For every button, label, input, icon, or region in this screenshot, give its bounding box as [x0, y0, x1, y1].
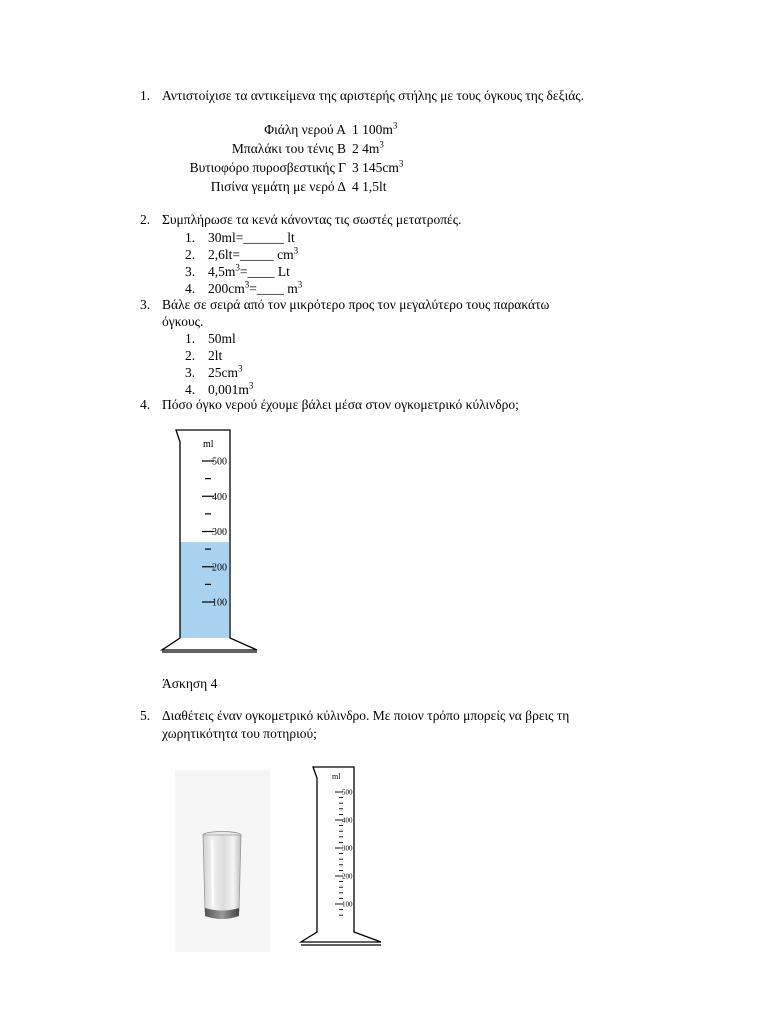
match-object-label: Πισίνα γεμάτη με νερό Δ	[210, 179, 346, 194]
volume-exponent: 3	[398, 158, 404, 169]
conversion-part: _____ cm	[240, 247, 294, 262]
tick-label: 300	[212, 527, 227, 538]
cylinder-outline	[301, 767, 381, 942]
list-number: 1.	[185, 230, 196, 245]
q1-text: Αντιστοίχισε τα αντικείμενα της αριστερής στήλης με τους όγκους της δεξιάς.	[162, 88, 585, 103]
q3-number: 3.	[140, 297, 151, 312]
water-fill	[180, 542, 229, 638]
q2-text: Συμπλήρωσε τα κενά κάνοντας τις σωστές μετατροπές.	[162, 212, 462, 227]
conversion-exercise	[208, 264, 290, 280]
exponent: 3	[244, 279, 250, 290]
q3-text-line1: Βάλε σε σειρά από τον μικρότερο προς τον μεγαλύτερο τους παρακάτω	[162, 297, 550, 312]
exponent: 3	[297, 279, 303, 290]
conversion-part: =____ Lt	[239, 264, 290, 279]
match-object-label: Φιάλη νερού Α	[264, 122, 346, 137]
match-volume-value	[352, 141, 384, 157]
conversion-exercise	[208, 230, 295, 246]
tick-label: 500	[212, 456, 227, 468]
q3-text-line2: όγκους.	[162, 314, 204, 329]
figure-caption: Άσκηση 4	[162, 676, 218, 691]
conversion-part: 4,5m	[208, 264, 236, 279]
volume-text: 0,001m	[208, 382, 249, 397]
volume-text: 50ml	[208, 331, 236, 346]
match-volume-value	[352, 179, 387, 195]
conversion-part: =____ m	[249, 281, 298, 296]
tick-label: 500	[342, 788, 353, 797]
exponent: 3	[293, 245, 299, 256]
graduated-cylinder-filled	[160, 428, 260, 658]
volume-text: 25cm	[208, 365, 238, 380]
cylinder-unit-label: ml	[332, 772, 341, 781]
match-volume-value	[352, 122, 397, 138]
conversion-part: 2,6lt=	[208, 247, 240, 262]
cylinder-unit-label: ml	[203, 439, 214, 450]
tick-label: 300	[342, 844, 353, 853]
volume-exponent: 3	[248, 380, 254, 391]
q1-number: 1.	[140, 88, 151, 103]
glass-photo	[175, 770, 270, 952]
conversion-part: ______ lt	[243, 230, 295, 245]
volume-exponent: 3	[392, 120, 398, 131]
graduated-cylinder-empty	[299, 764, 389, 954]
volume-item	[208, 331, 236, 347]
conversion-part: 200cm	[208, 281, 245, 296]
list-number: 3.	[185, 365, 196, 380]
volume-item	[208, 382, 253, 398]
volume-text: 2lt	[208, 348, 223, 363]
list-number: 1.	[185, 331, 196, 346]
conversion-part: 30ml=	[208, 230, 244, 245]
match-object-label: Μπαλάκι του τένις Β	[231, 141, 346, 156]
volume-text: 4 1,5lt	[352, 179, 387, 194]
q2-number: 2.	[140, 212, 151, 227]
volume-item	[208, 348, 222, 364]
match-volume-value	[352, 160, 403, 176]
conversion-exercise	[208, 247, 298, 263]
volume-exponent: 3	[238, 363, 243, 374]
q5-number: 5.	[140, 708, 151, 723]
tick-label: 400	[342, 816, 353, 825]
q5-text-line1: Διαθέτεις έναν ογκομετρικό κύλινδρο. Με ποιον τρόπο μπορείς να βρεις τη	[162, 708, 570, 723]
list-number: 4.	[185, 281, 196, 296]
tick-label: 100	[342, 900, 353, 909]
list-number: 2.	[185, 247, 196, 262]
volume-text: 3 145cm	[352, 160, 399, 175]
exponent: 3	[235, 262, 240, 273]
q5-text-line2: χωρητικότητα του ποτηριού;	[162, 726, 317, 741]
tick-label: 200	[342, 872, 353, 881]
tick-label: 400	[212, 491, 227, 503]
q4-text: Πόσο όγκο νερού έχουμε βάλει μέσα στον ογκομετρικό κύλινδρο;	[162, 397, 519, 412]
q4-number: 4.	[140, 397, 151, 412]
volume-text: 1 100m	[352, 122, 393, 137]
tick-label: 200	[212, 562, 227, 574]
volume-text: 2 4m	[352, 141, 380, 156]
list-number: 2.	[185, 348, 196, 363]
volume-exponent: 3	[379, 139, 384, 150]
list-number: 3.	[185, 264, 196, 279]
tick-label: 100	[212, 597, 227, 609]
match-object-label: Βυτιοφόρο πυροσβεστικής Γ	[189, 160, 346, 175]
list-number: 4.	[185, 382, 196, 397]
volume-item	[208, 365, 243, 381]
cylinder-scale	[335, 789, 353, 916]
conversion-exercise	[208, 281, 302, 297]
